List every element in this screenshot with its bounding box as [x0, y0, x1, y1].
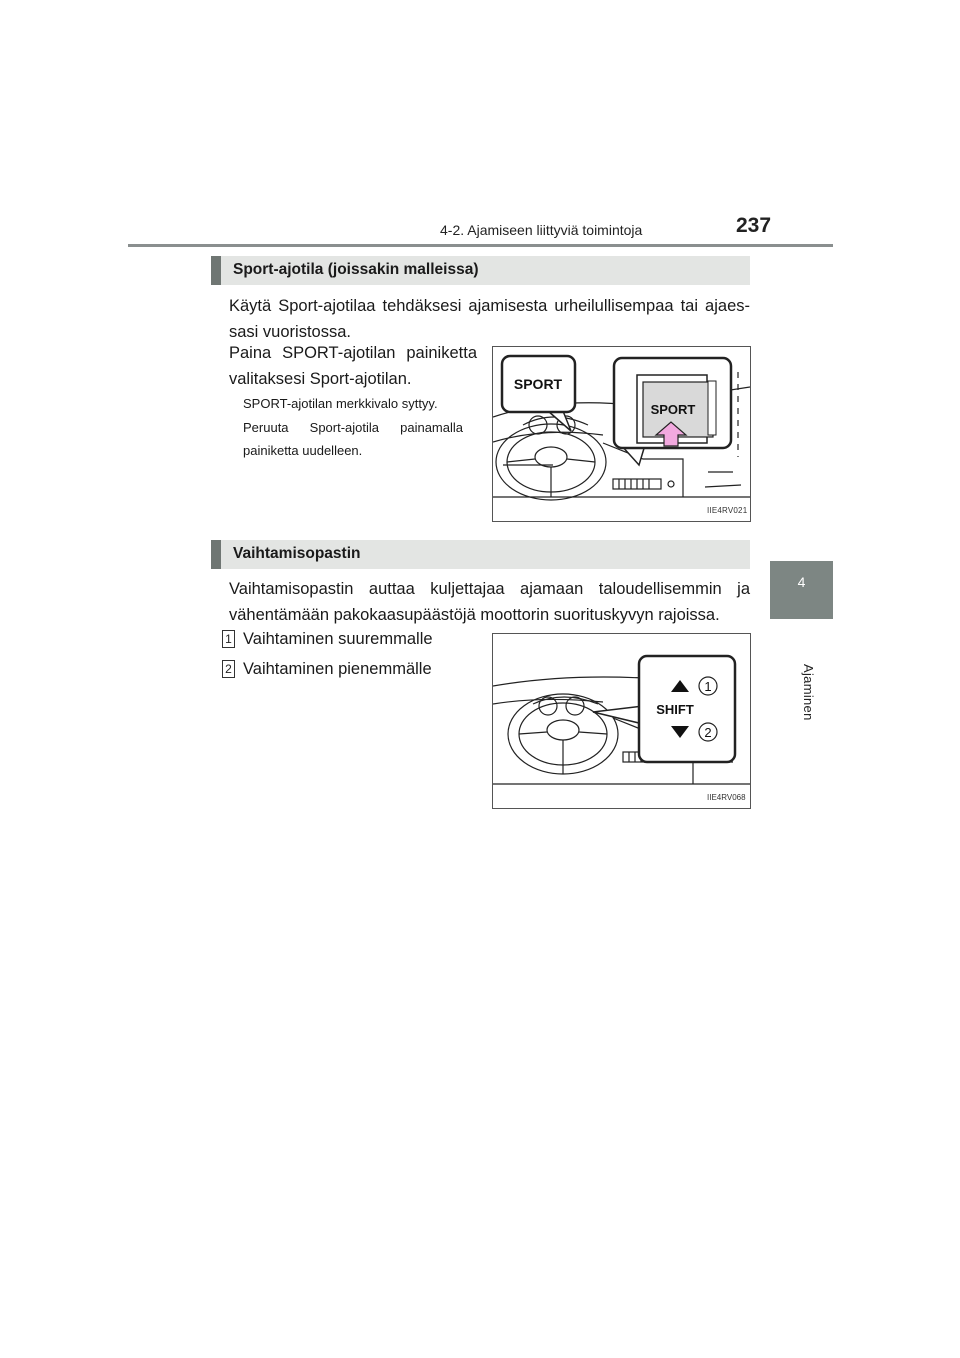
number-1-icon: 1: [222, 630, 235, 648]
shift-intro-line1: Vaihtamisopastin auttaa kuljettajaa ajamaan taloudellisemmin ja: [229, 580, 750, 598]
running-header-section: 4-2. Ajamiseen liittyviä toimintoja: [440, 222, 643, 238]
chapter-number: 4: [797, 574, 806, 590]
section-title-bar: [211, 540, 750, 569]
list-item: [222, 626, 482, 652]
shift-label: SHIFT: [656, 702, 694, 717]
shift-indicator-figure: [492, 633, 751, 809]
list-item: [222, 656, 482, 682]
sport-button-figure: [492, 346, 751, 522]
sport-instruction-line2: valitaksesi Sport-ajotilan.: [229, 370, 412, 388]
marker-1-label: 1: [704, 679, 712, 694]
list-item-text: Vaihtaminen suuremmalle: [243, 630, 433, 648]
sport-note-2-line1: Peruuta Sport-ajotila painamalla: [243, 420, 463, 435]
list-item-text: Vaihtaminen pienemmälle: [243, 660, 432, 678]
header-divider: [128, 244, 833, 247]
dashboard-shift-illustration: [493, 634, 750, 808]
sport-intro-line2: sasi vuoristossa.: [229, 323, 351, 341]
section-title-bar: [211, 256, 750, 285]
page-number: 237: [736, 214, 772, 237]
shift-intro: [229, 576, 750, 628]
sport-note-2-line2: painiketta uudelleen.: [243, 443, 363, 458]
dashboard-sport-illustration: [493, 347, 750, 521]
sport-note-2: [243, 416, 463, 462]
chapter-title: Ajaminen: [801, 664, 816, 721]
sport-note-1: SPORT-ajotilan merkkivalo syttyy.: [243, 396, 438, 411]
callout-small-label: SPORT: [513, 376, 563, 392]
shift-item-list: [222, 626, 482, 682]
shift-intro-line2: vähentämään pakokaasupäästöjä moottorin suorituskyvyn rajoissa.: [229, 606, 720, 624]
figure-code: IIE4RV068: [707, 793, 746, 802]
sport-intro-line1: Käytä Sport-ajotilaa tehdäksesi ajamisesta urheilullisempaa tai ajaes-: [229, 297, 750, 315]
callout-large-label: SPORT: [650, 402, 696, 417]
sport-intro: [229, 293, 750, 345]
marker-2-label: 2: [704, 725, 712, 740]
section-title-sport: Sport-ajotila (joissakin malleissa): [233, 261, 479, 278]
chapter-tab: [770, 561, 833, 619]
section-title-shift: Vaihtamisopastin: [233, 545, 361, 562]
sport-instruction-line1: Paina SPORT-ajotilan painiketta: [229, 344, 477, 362]
figure-code: IIE4RV021: [707, 506, 748, 515]
number-2-icon: 2: [222, 660, 235, 678]
sport-instruction: [229, 340, 477, 392]
